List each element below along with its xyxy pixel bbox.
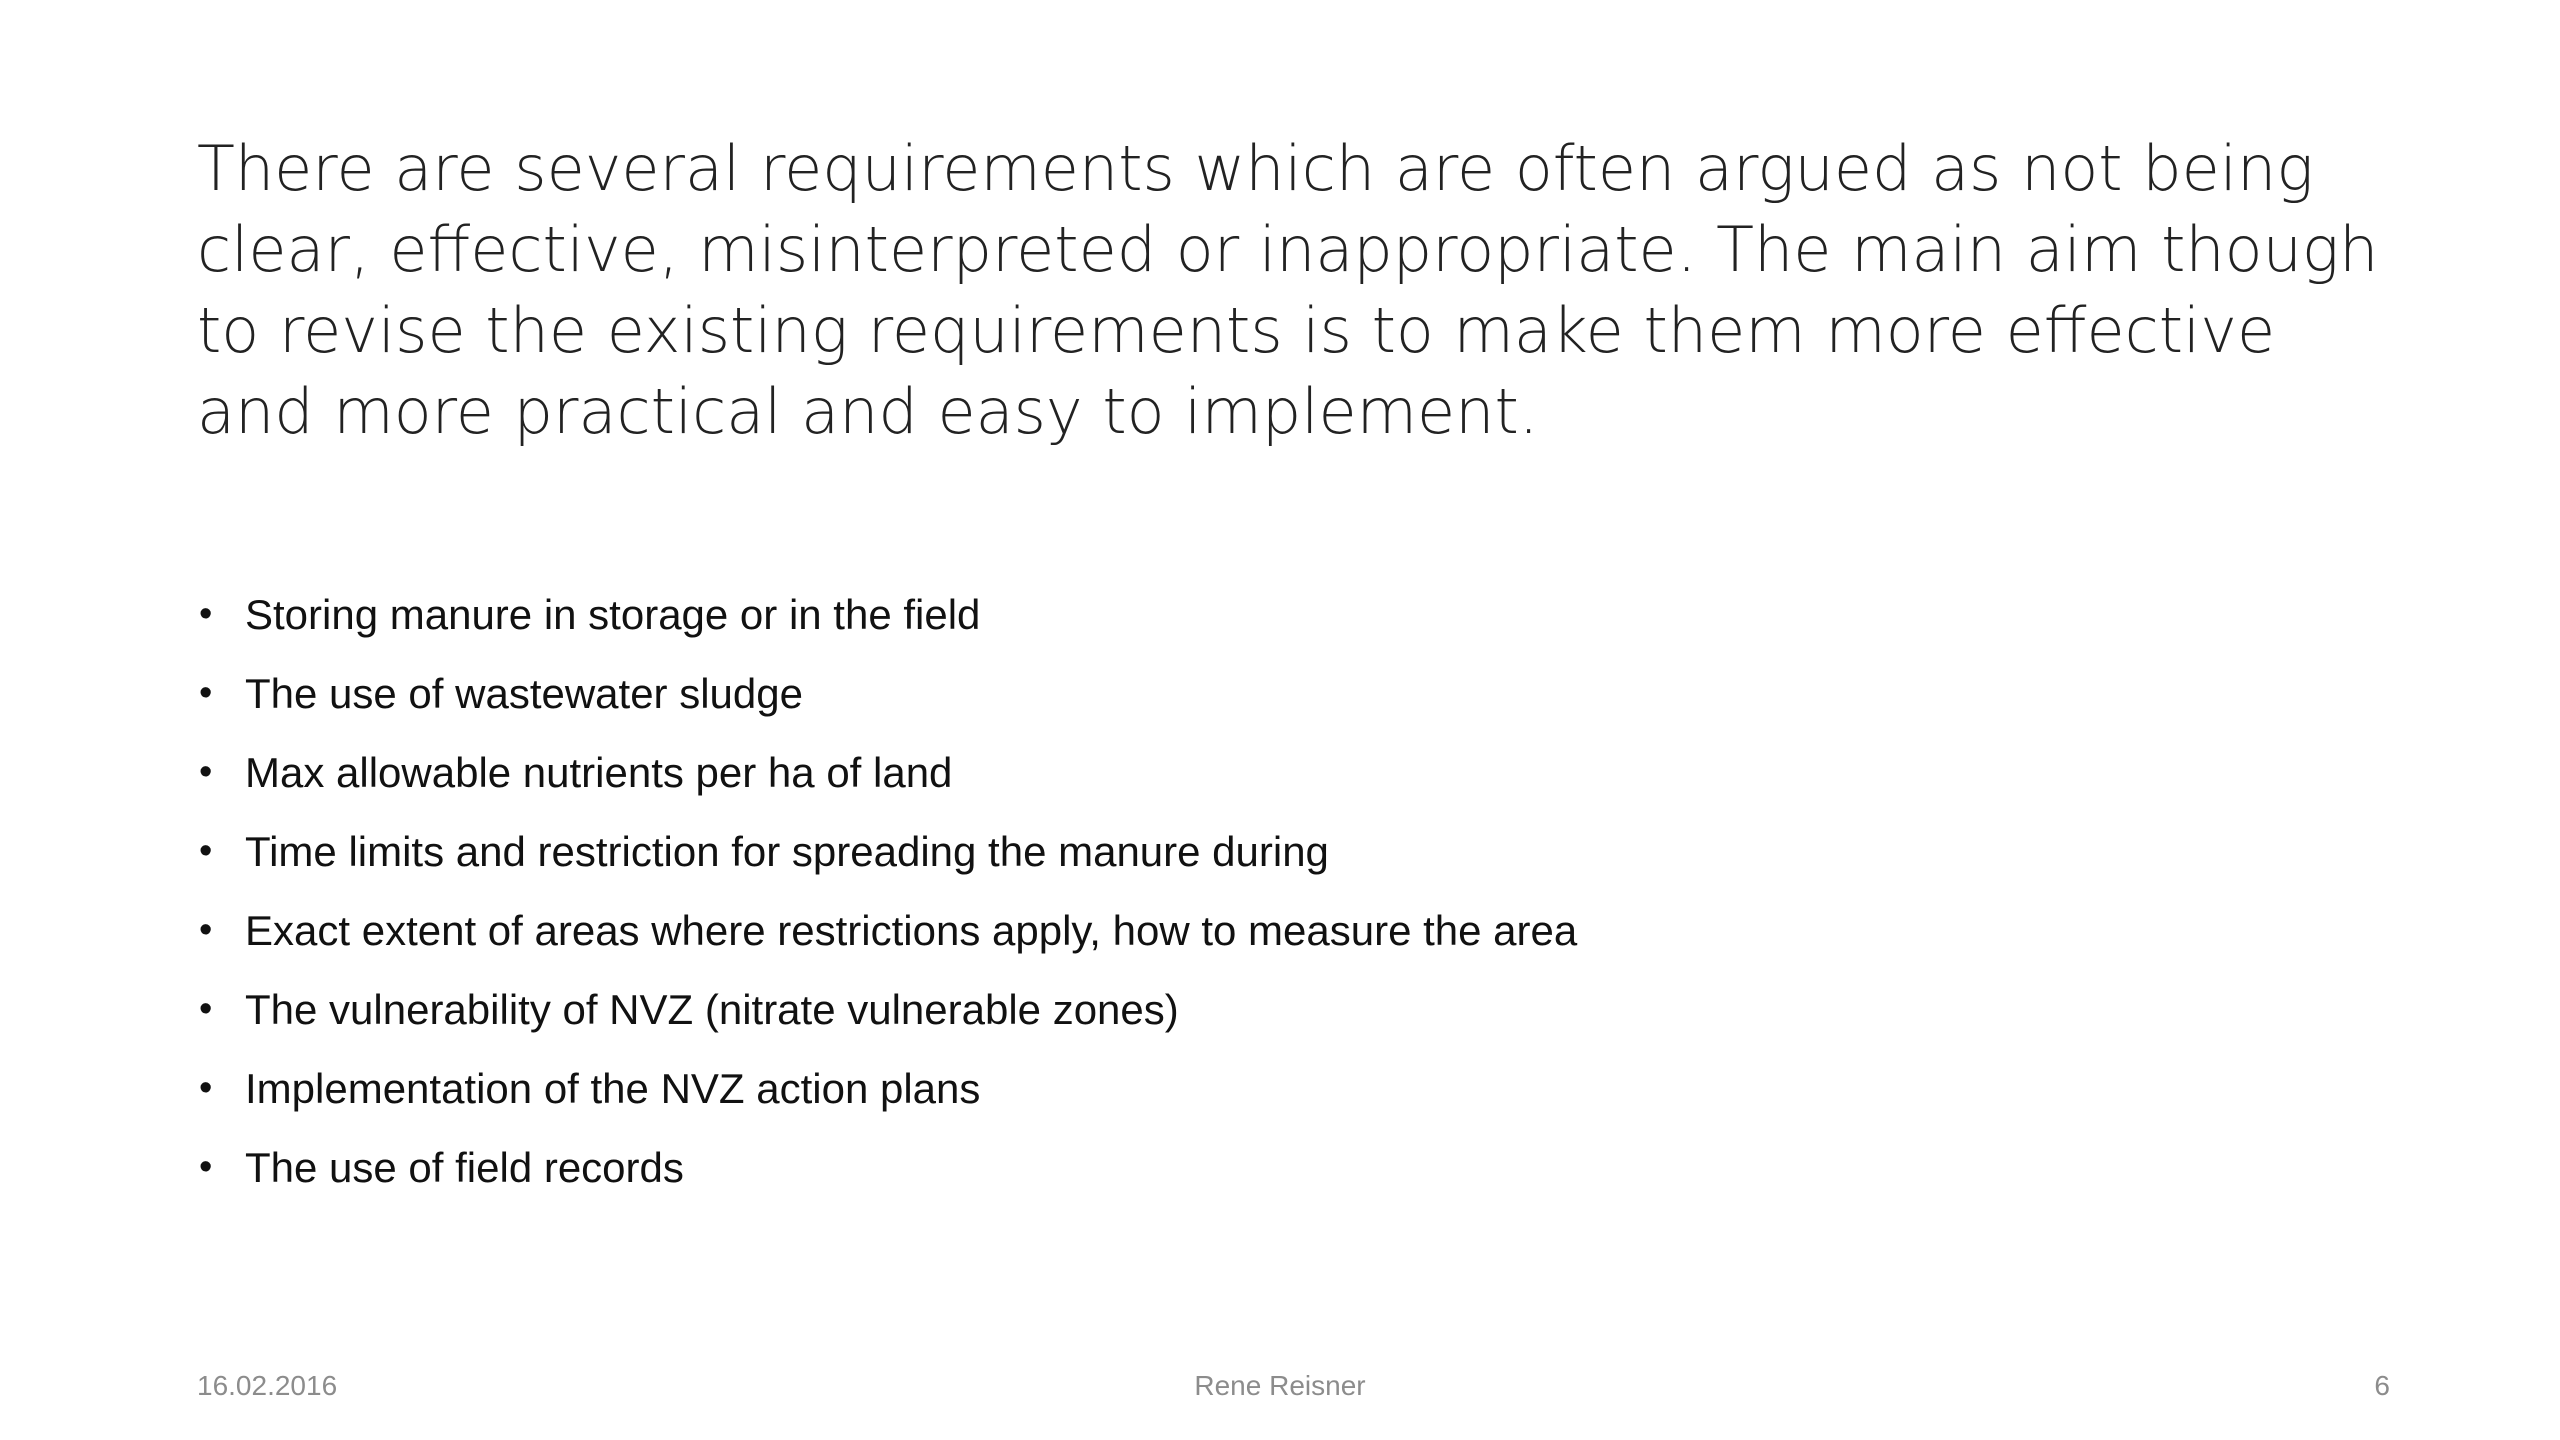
bullet-icon: •: [199, 1146, 213, 1188]
list-item: [197, 654, 2297, 733]
list-item: [197, 891, 2297, 970]
list-item-text: Implementation of the NVZ action plans: [245, 1065, 981, 1112]
bullet-icon: •: [199, 593, 213, 635]
list-item-text: Time limits and restriction for spreading the manure during: [245, 828, 1329, 875]
list-item: [197, 733, 2297, 812]
bullet-icon: •: [199, 830, 213, 872]
bullet-icon: •: [199, 1067, 213, 1109]
bullet-list: [197, 575, 2297, 1207]
list-item: [197, 575, 2297, 654]
bullet-icon: •: [199, 672, 213, 714]
list-item-text: Exact extent of areas where restrictions apply, how to measure the area: [245, 907, 1578, 954]
bullet-icon: •: [199, 988, 213, 1030]
list-item-text: Storing manure in storage or in the field: [245, 591, 981, 638]
list-item-text: The use of wastewater sludge: [245, 670, 803, 717]
bullet-icon: •: [199, 751, 213, 793]
list-item-text: Max allowable nutrients per ha of land: [245, 749, 953, 796]
list-item-text: The vulnerability of NVZ (nitrate vulnerable zones): [245, 986, 1179, 1033]
list-item: [197, 1128, 2297, 1207]
slide-title: There are several requirements which are often argued as not being clear, effective, misinterpreted or inappropriate. The main aim though to revise the existing requirements is to make them more effective and more practical and easy to implement.: [197, 132, 2379, 448]
list-item: [197, 970, 2297, 1049]
list-item: [197, 1049, 2297, 1128]
footer-date: 16.02.2016: [197, 1370, 338, 1401]
bullet-icon: •: [199, 909, 213, 951]
list-item: [197, 812, 2297, 891]
list-item-text: The use of field records: [245, 1144, 684, 1191]
footer-page-number: 6: [2374, 1370, 2390, 1401]
footer-author: Rene Reisner: [1194, 1370, 1366, 1401]
